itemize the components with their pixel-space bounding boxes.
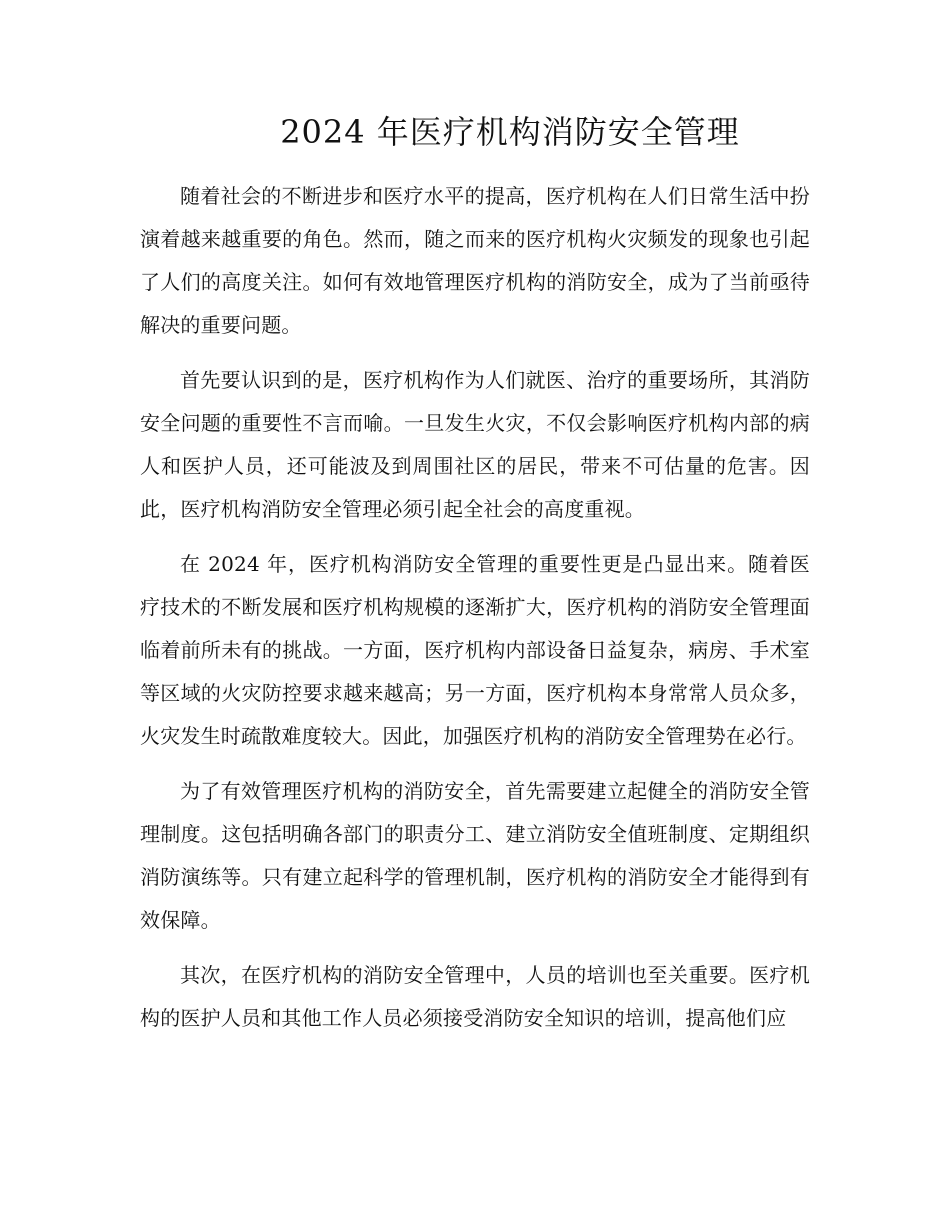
paragraph-3: 在 2024 年，医疗机构消防安全管理的重要性更是凸显出来。随着医疗技术的不断发展和医疗机构规模的逐渐扩大，医疗机构的消防安全管理面临着前所未有的挑战。一方面，医疗机构内部设备日益复杂，病房、手术室等区域的火灾防控要求越来越高；另一方面，医疗机构本身常常人员众多，火灾发生时疏散难度较大。因此，加强医疗机构的消防安全管理势在必行。 (140, 552, 810, 748)
document-body (140, 175, 810, 1052)
paragraph-2: 首先要认识到的是，医疗机构作为人们就医、治疗的重要场所，其消防安全问题的重要性不言而喻。一旦发生火灾，不仅会影响医疗机构内部的病人和医护人员，还可能波及到周围社区的居民，带来不可估量的危害。因此，医疗机构消防安全管理必须引起全社会的高度重视。 (140, 368, 810, 521)
document-title: 2024 年医疗机构消防安全管理 (280, 113, 740, 151)
paragraph-1: 随着社会的不断进步和医疗水平的提高，医疗机构在人们日常生活中扮演着越来越重要的角色。然而，随之而来的医疗机构火灾频发的现象也引起了人们的高度关注。如何有效地管理医疗机构的消防安全，成为了当前亟待解决的重要问题。 (140, 184, 810, 337)
paragraph-5: 其次，在医疗机构的消防安全管理中，人员的培训也至关重要。医疗机构的医护人员和其他工作人员必须接受消防安全知识的培训，提高他们应 (140, 963, 810, 1030)
paragraph-4: 为了有效管理医疗机构的消防安全，首先需要建立起健全的消防安全管理制度。这包括明确各部门的职责分工、建立消防安全值班制度、定期组织消防演练等。只有建立起科学的管理机制，医疗机构的消防安全才能得到有效保障。 (140, 779, 810, 932)
